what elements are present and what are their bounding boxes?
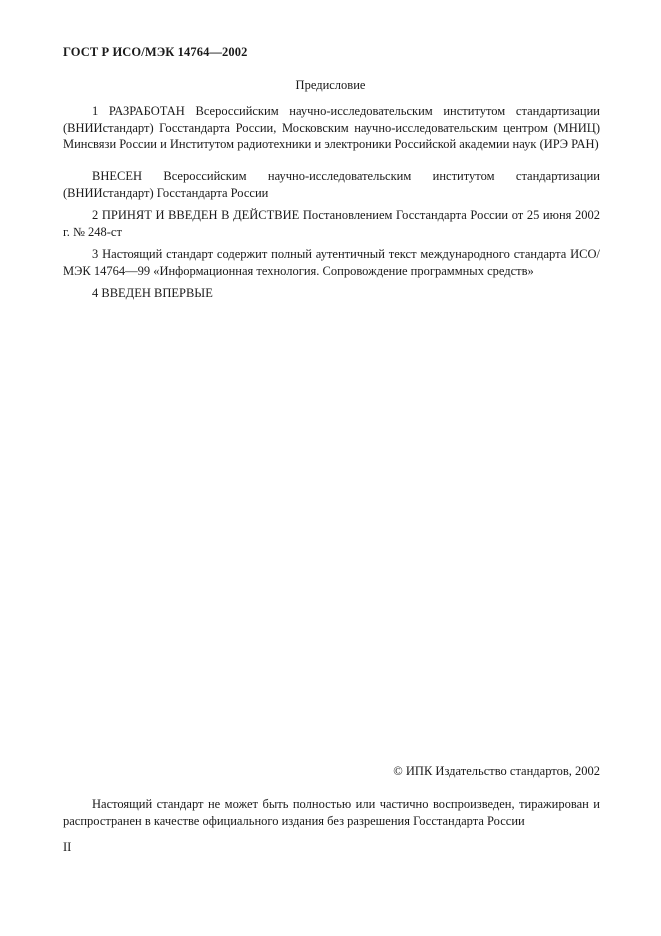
reproduction-notice: Настоящий стандарт не может быть полностью или частично воспроизведен, тиражирован и распространен в качестве официального издания без разрешения Госстандарта России	[63, 797, 600, 828]
preface-paragraph-developed: 1 РАЗРАБОТАН Всероссийским научно-исследовательским институтом стандартизации (ВНИИстандарт) Госстандарта России, Московским научно-исследовательским центром (МНИЦ) Минсвязи России и Институтом радиотехники и электроники Российской академии наук (ИРЭ РАН)	[63, 104, 600, 151]
page-number: II	[63, 840, 72, 854]
preface-paragraph-content: 3 Настоящий стандарт содержит полный аутентичный текст международного стандарта ИСО/МЭК 14764—99 «Информационная технология. Сопровождение программных средств»	[63, 247, 600, 278]
document-header-code: ГОСТ Р ИСО/МЭК 14764—2002	[63, 45, 248, 59]
preface-title: Предисловие	[295, 78, 366, 92]
preface-paragraph-adopted: 2 ПРИНЯТ И ВВЕДЕН В ДЕЙСТВИЕ Постановлением Госстандарта России от 25 июня 2002 г. № 248-ст	[63, 208, 600, 239]
preface-paragraph-introduced: ВНЕСЕН Всероссийским научно-исследовательским институтом стандартизации (ВНИИстандарт) Госстандарта России	[63, 169, 600, 200]
copyright-line: © ИПК Издательство стандартов, 2002	[393, 764, 600, 778]
preface-paragraph-first-introduced: 4 ВВЕДЕН ВПЕРВЫЕ	[92, 286, 213, 300]
